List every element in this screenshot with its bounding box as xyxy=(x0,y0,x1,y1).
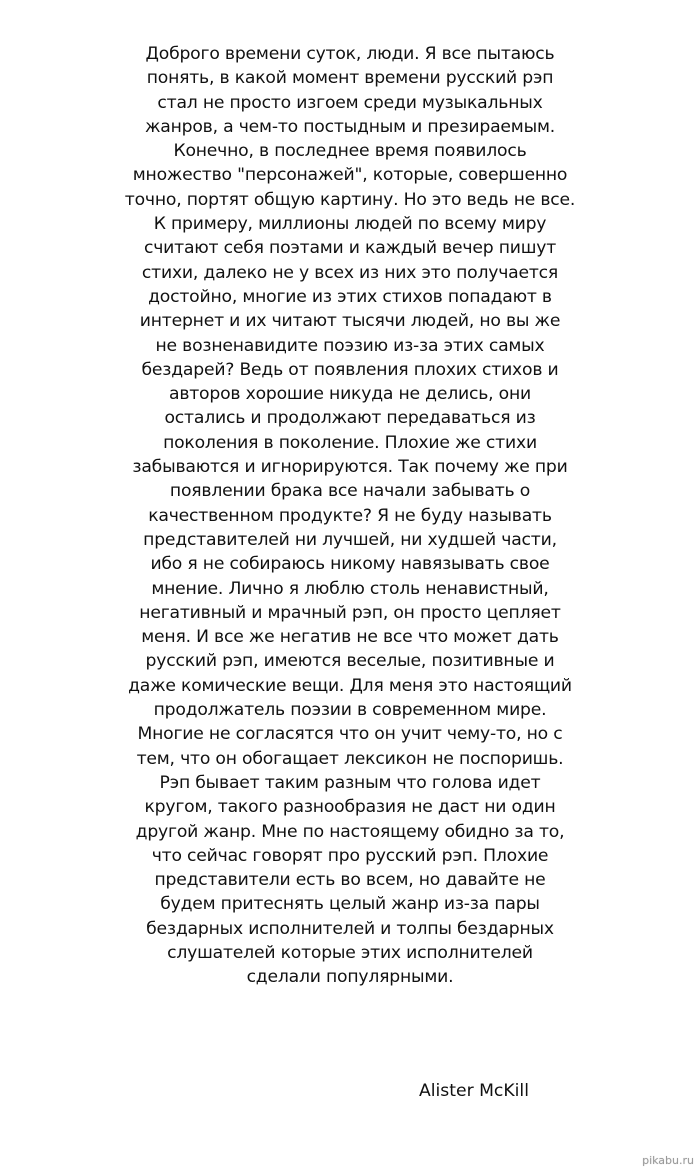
text-line: представители есть во всем, но давайте не xyxy=(154,870,546,891)
text-line: авторов хорошие никуда не делись, они xyxy=(168,384,531,405)
text-line: считают себя поэтами и каждый вечер пишут xyxy=(143,238,557,259)
text-line: не возненавидите поэзию из-за этих самых xyxy=(155,335,545,356)
text-line: русский рэп, имеются веселые, позитивные и xyxy=(145,651,555,672)
text-line: интернет и их читают тысячи людей, но вы же xyxy=(139,311,561,332)
text-line: К примеру, миллионы людей по всему миру xyxy=(153,214,547,235)
text-line: тем, что он обогащает лексикон не поспоришь. xyxy=(136,748,564,769)
text-line: точно, портят общую картину. Но это ведь не все. xyxy=(124,189,576,210)
text-line: появлении брака все начали забывать о xyxy=(169,481,531,502)
text-line: бездарей? Ведь от появления плохих стихов и xyxy=(141,359,559,380)
site-watermark: pikabu.ru xyxy=(642,1154,694,1167)
text-line: Конечно, в последнее время появилось xyxy=(173,141,527,162)
text-line: будем притеснять целый жанр из-за пары xyxy=(160,894,540,915)
author-signature: Alister McKill xyxy=(419,1081,529,1101)
text-line: меня. И все же негатив не все что может дать xyxy=(141,627,559,648)
text-line: продолжатель поэзии в современном мире. xyxy=(153,700,547,721)
text-line: Доброго времени суток, люди. Я все пытаюсь xyxy=(145,44,555,64)
text-line: забываются и игнорируются. Так почему же при xyxy=(132,457,568,478)
text-line: что сейчас говорят про русский рэп. Плохие xyxy=(151,845,549,866)
text-line: понять, в какой момент времени русский рэп xyxy=(146,68,554,89)
text-line: Многие не согласятся что он учит чему-то, но с xyxy=(137,724,563,745)
text-line: стал не просто изгоем среди музыкальных xyxy=(157,92,543,113)
text-line: качественном продукте? Я не буду называть xyxy=(148,505,552,526)
text-line: стихи, далеко не у всех из них это получается xyxy=(141,262,559,283)
text-line: бездарных исполнителей и толпы бездарных xyxy=(146,918,554,939)
text-line: мнение. Лично я люблю столь ненавистный, xyxy=(151,578,549,599)
text-line: поколения в поколение. Плохие же стихи xyxy=(163,432,537,453)
text-line: негативный и мрачный рэп, он просто цепляет xyxy=(139,602,561,623)
text-line: достойно, многие из этих стихов попадают в xyxy=(148,286,552,307)
text-line: ибо я не собираюсь никому навязывать свое xyxy=(150,554,550,575)
text-line: множество "персонажей", которые, совершенно xyxy=(132,165,568,186)
article-text xyxy=(100,42,600,990)
text-line: представителей ни лучшей, ни худшей части, xyxy=(143,529,557,550)
text-line: слушателей которые этих исполнителей xyxy=(167,942,533,963)
text-line: другой жанр. Мне по настоящему обидно за то, xyxy=(135,821,565,842)
text-line: кругом, такого разнообразия не даст ни один xyxy=(144,797,556,818)
text-line: даже комические вещи. Для меня это настоящий xyxy=(128,675,572,696)
text-line: сделали популярными. xyxy=(246,967,454,988)
text-line: Рэп бывает таким разным что голова идет xyxy=(159,772,541,793)
text-line: остались и продолжают передаваться из xyxy=(164,408,536,429)
text-line: жанров, а чем-то постыдным и презираемым. xyxy=(145,116,555,137)
